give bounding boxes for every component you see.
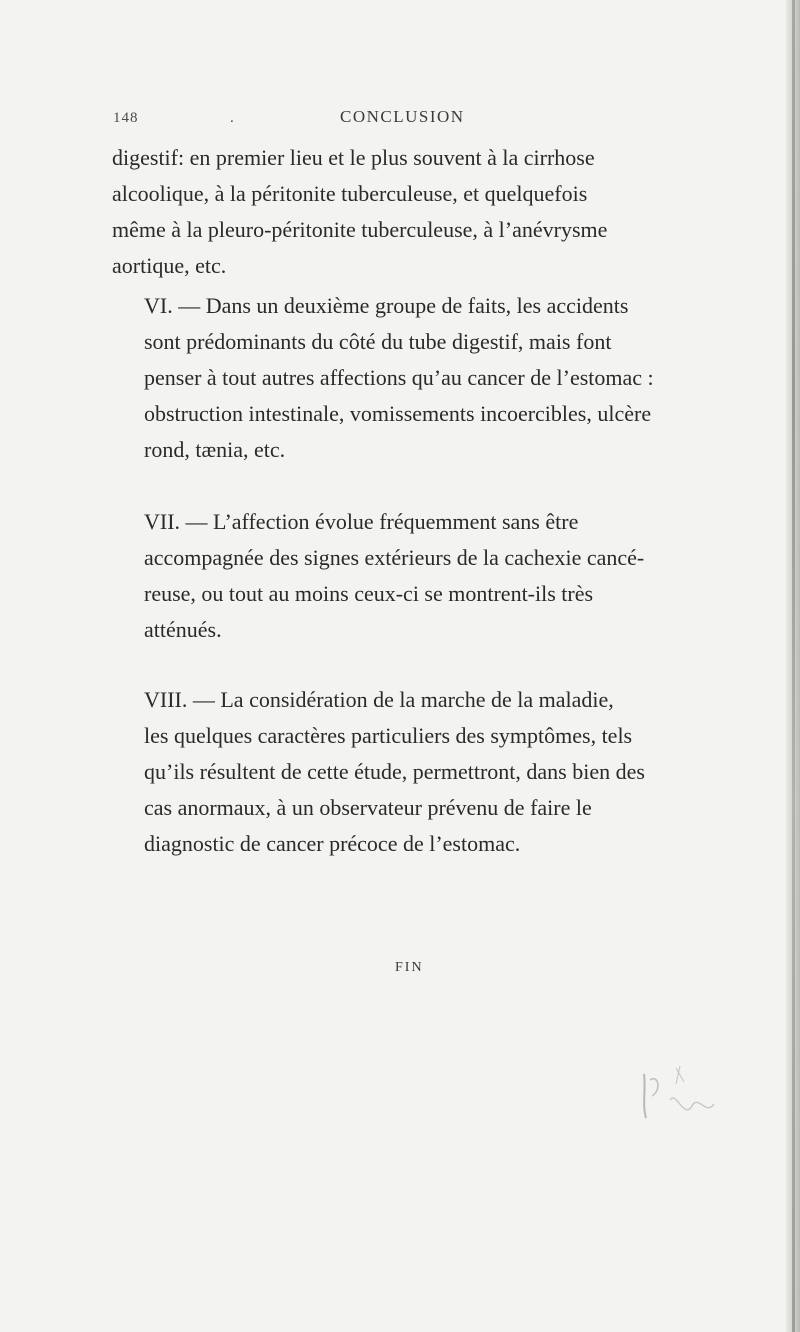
text-line: rond, tænia, etc. [144,437,286,462]
text-line: qu’ils résultent de cette étude, permettront, dans bien des [144,759,645,784]
text-line: reuse, ou tout au moins ceux-ci se montrent-ils très [144,581,594,606]
text-line: VII. — L’affection évolue fréquemment sans être [144,509,579,534]
text-line: VI. — Dans un deuxième groupe de faits, les accidents [144,293,629,318]
paragraph-4 [112,682,700,862]
text-line: digestif: en premier lieu et le plus souvent à la cirrhose [112,145,595,170]
end-mark: FIN [395,960,424,975]
text-line: diagnostic de cancer précoce de l’estomac. [144,831,521,856]
text-line: sont prédominants du côté du tube digestif, mais font [144,329,612,354]
library-stamp-mark [636,1060,756,1130]
text-line: obstruction intestinale, vomissements incoercibles, ulcère [144,401,652,426]
paragraph-1 [112,140,700,284]
text-line: même à la pleuro-péritonite tuberculeuse, à l’anévrysme [112,217,608,242]
running-title: CONCLUSION [340,107,465,126]
text-line: penser à tout autres affections qu’au cancer de l’estomac : [144,365,654,390]
text-line: atténués. [144,617,222,642]
binding-shadow [792,0,795,1332]
paragraph-3 [112,504,700,648]
text-line: VIII. — La considération de la marche de la maladie, [144,687,614,712]
text-line: alcoolique, à la péritonite tuberculeuse, et quelquefois [112,181,588,206]
page-number: 148 [113,110,139,126]
paragraph-2 [112,288,700,468]
text-line: accompagnée des signes extérieurs de la cachexie cancé- [144,545,645,570]
text-line: les quelques caractères particuliers des symptômes, tels [144,723,633,748]
header-separator: . [230,110,234,126]
text-line: cas anormaux, à un observateur prévenu de faire le [144,795,592,820]
text-line: aortique, etc. [112,253,227,278]
